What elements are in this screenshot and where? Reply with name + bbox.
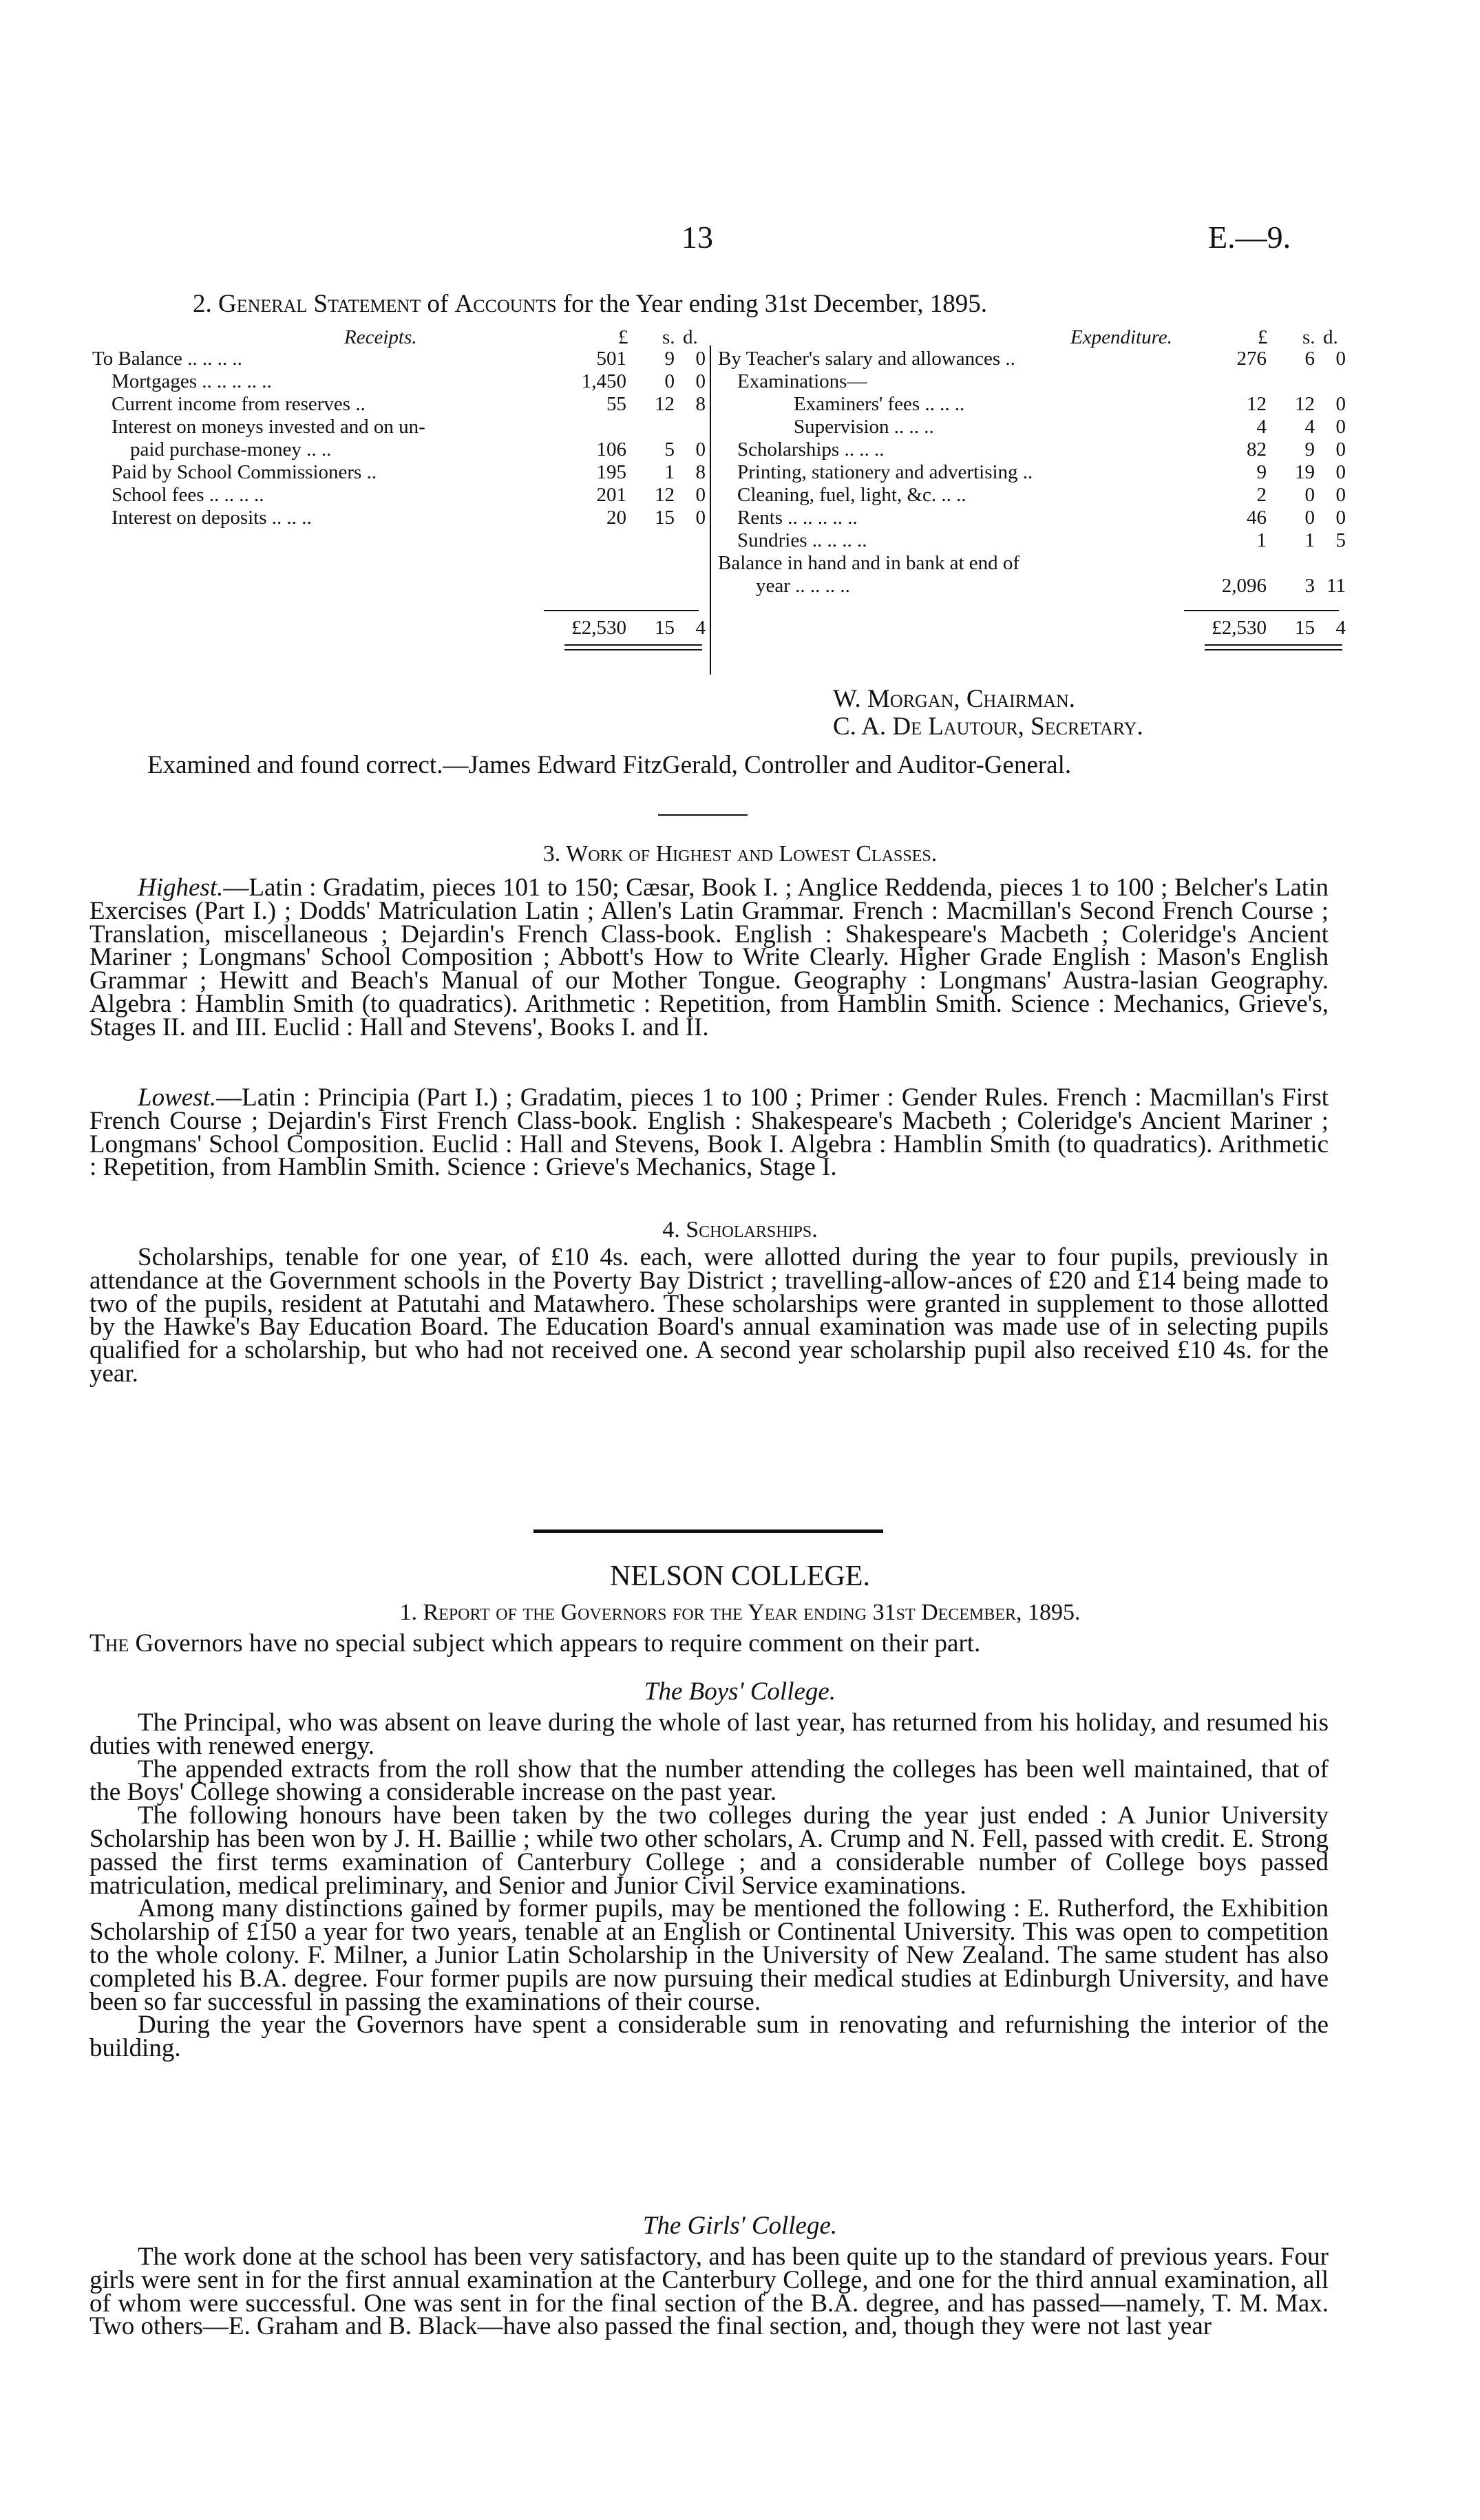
receipt-amount-pounds: 501	[596, 348, 626, 370]
expenditure-amount-pence: 11	[1326, 575, 1346, 597]
expenditure-total-rule-1	[1205, 644, 1342, 646]
receipt-amount-pence: 0	[695, 348, 706, 370]
receipt-amount-pence: 8	[695, 461, 706, 483]
separator-short	[658, 814, 748, 816]
work-heading: 3. Work of Highest and Lowest Classes.	[542, 841, 938, 867]
girls-paragraph-text: The work done at the school has been very satisfactory, and has been quite up to the standard of previous years. Four girls were sent in for the first annual examination at the Canterbury College, and one for the third annual examination, all of whom were successful. One was sent in for the final section of the B.A. degree, and has passed—namely, T. M. Max. Two others—E. Graham and B. Black—have also passed the final section, and, though they were not last year	[89, 2243, 1329, 2341]
scholarships-heading: 4. Scholarships.	[662, 1217, 818, 1242]
receipt-amount-shillings: 0	[664, 370, 675, 392]
boys-paragraph-5	[89, 2011, 1329, 2063]
accounts-title-part-d: for the Year ending 31st December, 1895.	[562, 290, 987, 318]
nelson-intro	[89, 1629, 1329, 1658]
expenditure-amount-shillings: 9	[1304, 438, 1315, 460]
examined-statement: Examined and found correct.—James Edward FitzGerald, Controller and Auditor-General.	[147, 751, 1072, 779]
expenditure-amount-shillings: 19	[1295, 461, 1315, 483]
receipt-label: Interest on deposits .. .. ..	[112, 507, 312, 529]
page-number: 13	[681, 220, 713, 255]
receipt-amount-pounds: 106	[596, 438, 626, 460]
receipt-label: To Balance .. .. .. ..	[92, 348, 242, 370]
signature-block	[833, 686, 1143, 741]
receipt-amount-pence: 0	[695, 507, 706, 529]
receipt-amount-pence: 8	[695, 393, 706, 415]
expenditure-amount-pence: 0	[1335, 461, 1346, 483]
expenditure-label: Examiners' fees .. .. ..	[794, 393, 965, 415]
receipts-total-pounds: £2,530	[571, 617, 626, 639]
receipts-heading: Receipts.	[344, 326, 417, 348]
receipt-amount-shillings: 12	[655, 484, 675, 506]
expenditure-shilling-head: s.	[1302, 326, 1315, 348]
expenditure-amount-pounds: 12	[1247, 393, 1267, 415]
receipt-amount-pence: 0	[695, 484, 706, 506]
expenditure-label: By Teacher's salary and allowances ..	[718, 348, 1015, 370]
expenditure-heading: Expenditure.	[1070, 326, 1172, 348]
lowest-paragraph	[89, 1083, 1329, 1182]
girls-college-heading: The Girls' College.	[642, 2212, 838, 2240]
expenditure-amount-shillings: 6	[1304, 348, 1315, 370]
receipt-amount-pounds: 201	[596, 484, 626, 506]
receipt-label: Mortgages .. .. .. .. ..	[112, 370, 272, 392]
expenditure-amount-pounds: 46	[1247, 507, 1267, 529]
receipt-amount-shillings: 5	[664, 438, 675, 460]
expenditure-total-pounds: £2,530	[1212, 617, 1267, 639]
receipts-shilling-head: s.	[662, 326, 675, 348]
boys-college-section	[89, 1708, 1329, 2063]
receipt-label: paid purchase-money .. ..	[130, 438, 332, 460]
expenditure-label: Scholarships .. .. ..	[737, 438, 885, 460]
expenditure-amount-shillings: 12	[1295, 393, 1315, 415]
lowest-text: —Latin : Principia (Part I.) ; Gradatim, pieces 1 to 100 ; Primer : Gender Rules. French : Macmillan's First French Course ; Dejardin's First French Class-book. English : Shakespeare's Macbeth ; Coleridge's Ancient Mariner ; Longmans' School Composition. Euclid : Hall and Stevens, Book I. Algebra : Hamblin Smith (to quadratics). Arithmetic : Repetition, from Hamblin Smith. Science : Grieve's Mechanics, Stage I.	[89, 1083, 1329, 1182]
boys-paragraph-4	[89, 1894, 1329, 2016]
receipts-total-shillings: 15	[655, 617, 675, 639]
boys-paragraph-5-text: During the year the Governors have spent a considerable sum in renovating and refurnishing the interior of the building.	[89, 2011, 1329, 2063]
expenditure-label: Examinations—	[737, 370, 867, 392]
expenditure-amount-pence: 0	[1335, 393, 1346, 415]
expenditure-amount-shillings: 3	[1304, 575, 1315, 597]
boys-paragraph-1	[89, 1708, 1329, 1760]
receipt-label: Interest on moneys invested and on un-	[112, 416, 425, 438]
expenditure-total-shillings: 15	[1295, 617, 1315, 639]
expenditure-label: Rents .. .. .. .. ..	[737, 507, 858, 529]
receipts-total-rule-2	[564, 649, 702, 650]
separator-thick	[533, 1529, 883, 1533]
expenditure-amount-pence: 5	[1335, 529, 1346, 551]
document-reference: E.—9.	[1208, 220, 1291, 255]
accounts-title-part-a: 2. General Statement	[193, 290, 421, 318]
boys-college-heading: The Boys' College.	[644, 1677, 836, 1706]
nelson-college-title: NELSON COLLEGE.	[610, 1560, 870, 1592]
nelson-report-heading: 1. Report of the Governors for the Year ending 31st December, 1895.	[399, 1600, 1081, 1625]
girls-paragraph	[89, 2243, 1329, 2341]
intro-rest: Governors have no special subject which appears to require comment on their part.	[129, 1629, 981, 1658]
expenditure-amount-pounds: 1	[1256, 529, 1267, 551]
accounts-title-part-c: Accounts	[454, 290, 557, 318]
expenditure-amount-pounds: 2,096	[1221, 575, 1267, 597]
boys-paragraph-3	[89, 1801, 1329, 1900]
receipt-amount-pounds: 20	[606, 507, 626, 529]
receipt-amount-pence: 0	[695, 438, 706, 460]
accounts-title-part-b: of	[427, 290, 449, 318]
expenditure-amount-shillings: 4	[1304, 416, 1315, 438]
receipt-amount-shillings: 15	[655, 507, 675, 529]
expenditure-amount-pounds: 276	[1236, 348, 1267, 370]
expenditure-amount-pence: 0	[1335, 416, 1346, 438]
expenditure-label: Balance in hand and in bank at end of	[718, 552, 1020, 574]
expenditure-amount-pence: 0	[1335, 348, 1346, 370]
secretary-signature: C. A. De Lautour, Secretary.	[833, 712, 1143, 741]
expenditure-amount-pounds: 4	[1256, 416, 1267, 438]
chairman-signature: W. Morgan, Chairman.	[833, 685, 1076, 713]
expenditure-pence-head: d.	[1323, 326, 1338, 348]
boys-paragraph-2-text: The appended extracts from the roll show that the number attending the colleges has been well maintained, that of the Boys' College showing a considerable increase on the past year.	[89, 1755, 1329, 1807]
highest-label: Highest.	[138, 873, 224, 902]
lowest-label: Lowest.	[138, 1083, 217, 1112]
expenditure-amount-shillings: 1	[1304, 529, 1315, 551]
receipts-pound-head: £	[618, 326, 628, 348]
scholarships-paragraph	[89, 1243, 1329, 1388]
expenditure-amount-pounds: 2	[1256, 484, 1267, 506]
expenditure-total-rule-2	[1205, 649, 1342, 650]
boys-paragraph-3-text: The following honours have been taken by the two colleges during the year just ended : A Junior University Scholarship has been won by J. H. Baillie ; while two other scholars, A. Crump and N. Fell, passed with credit. E. Strong passed the first terms examination of Canterbury College ; and a considerable number of College boys passed matriculation, medical preliminary, and Senior and Junior Civil Service examinations.	[89, 1801, 1329, 1900]
highest-paragraph	[89, 873, 1329, 1041]
expenditure-amount-pounds: 82	[1247, 438, 1267, 460]
receipt-label: Paid by School Commissioners ..	[112, 461, 377, 483]
receipt-amount-pounds: 195	[596, 461, 626, 483]
expenditure-pound-head: £	[1258, 326, 1268, 348]
expenditure-total-pence: 4	[1335, 617, 1346, 639]
boys-paragraph-1-text: The Principal, who was absent on leave during the whole of last year, has returned from his holiday, and resumed his duties with renewed energy.	[89, 1708, 1329, 1760]
receipt-amount-shillings: 1	[664, 461, 675, 483]
receipt-amount-pounds: 55	[606, 393, 626, 415]
highest-text: —Latin : Gradatim, pieces 101 to 150; Cæsar, Book I. ; Anglice Reddenda, pieces 1 to 100 ; Belcher's Latin Exercises (Part I.) ; Dodds' Matriculation Latin ; Allen's Latin Grammar. French : Macmillan's Second French Course ; Translation, miscellaneous ; Dejardin's French Class-book. English : Shakespeare's Macbeth ; Coleridge's Ancient Mariner ; Longmans' School Composition ; Abbott's How to Write Clearly. Higher Grade English : Mason's English Grammar ; Hewitt and Beach's Manual of our Mother Tongue. Geography : Longmans' Austra-lasian Geography. Algebra : Hamblin Smith (to quadratics). Arithmetic : Repetition, from Hamblin Smith. Science : Mechanics, Grieve's, Stages II. and III. Euclid : Hall and Stevens', Books I. and II.	[89, 873, 1329, 1041]
receipt-amount-pence: 0	[695, 370, 706, 392]
expenditure-sum-rule	[1184, 610, 1339, 611]
receipt-label: School fees .. .. .. ..	[112, 484, 264, 506]
intro-the: The	[89, 1629, 129, 1658]
receipt-amount-shillings: 12	[655, 393, 675, 415]
receipts-total-pence: 4	[695, 617, 706, 639]
expenditure-amount-pence: 0	[1335, 438, 1346, 460]
boys-paragraph-2	[89, 1755, 1329, 1807]
expenditure-label: Sundries .. .. .. ..	[737, 529, 867, 551]
column-divider	[710, 346, 711, 675]
receipt-label: Current income from reserves ..	[112, 393, 366, 415]
receipts-sum-rule	[544, 610, 699, 611]
expenditure-amount-shillings: 0	[1304, 507, 1315, 529]
expenditure-amount-pence: 0	[1335, 484, 1346, 506]
expenditure-amount-shillings: 0	[1304, 484, 1315, 506]
receipt-amount-shillings: 9	[664, 348, 675, 370]
expenditure-label: Printing, stationery and advertising ..	[737, 461, 1033, 483]
receipts-pence-head: d.	[683, 326, 698, 348]
expenditure-label: Supervision .. .. ..	[794, 416, 934, 438]
receipts-total-rule-1	[564, 644, 702, 646]
receipt-amount-pounds: 1,450	[581, 370, 626, 392]
scholarships-text: Scholarships, tenable for one year, of £10 4s. each, were allotted during the year to four pupils, previously in attendance at the Government schools in the Poverty Bay District ; travelling-allow-ances of £20 and £14 being made to two of the pupils, resident at Patutahi and Matawhero. These scholarships were granted in supplement to those allotted by the Hawke's Bay Education Board. The Education Board's annual examination was made use of in selecting pupils qualified for a scholarship, but who had not received one. A second year scholarship pupil also received £10 4s. for the year.	[89, 1243, 1329, 1388]
expenditure-label: Cleaning, fuel, light, &c. .. ..	[737, 484, 966, 506]
expenditure-amount-pounds: 9	[1256, 461, 1267, 483]
expenditure-amount-pence: 0	[1335, 507, 1346, 529]
accounts-table	[0, 0, 1480, 688]
expenditure-label: year .. .. .. ..	[756, 575, 850, 597]
boys-paragraph-4-text: Among many distinctions gained by former pupils, may be mentioned the following : E. Rutherford, the Exhibition Scholarship of £150 a year for two years, tenable at an English or Continental University. This was open to competition to the whole colony. F. Milner, a Junior Latin Scholarship in the University of New Zealand. The same student has also completed his B.A. degree. Four former pupils are now pursuing their medical studies at Edinburgh University, and have been so far successful in passing the examinations of their course.	[89, 1894, 1329, 2016]
